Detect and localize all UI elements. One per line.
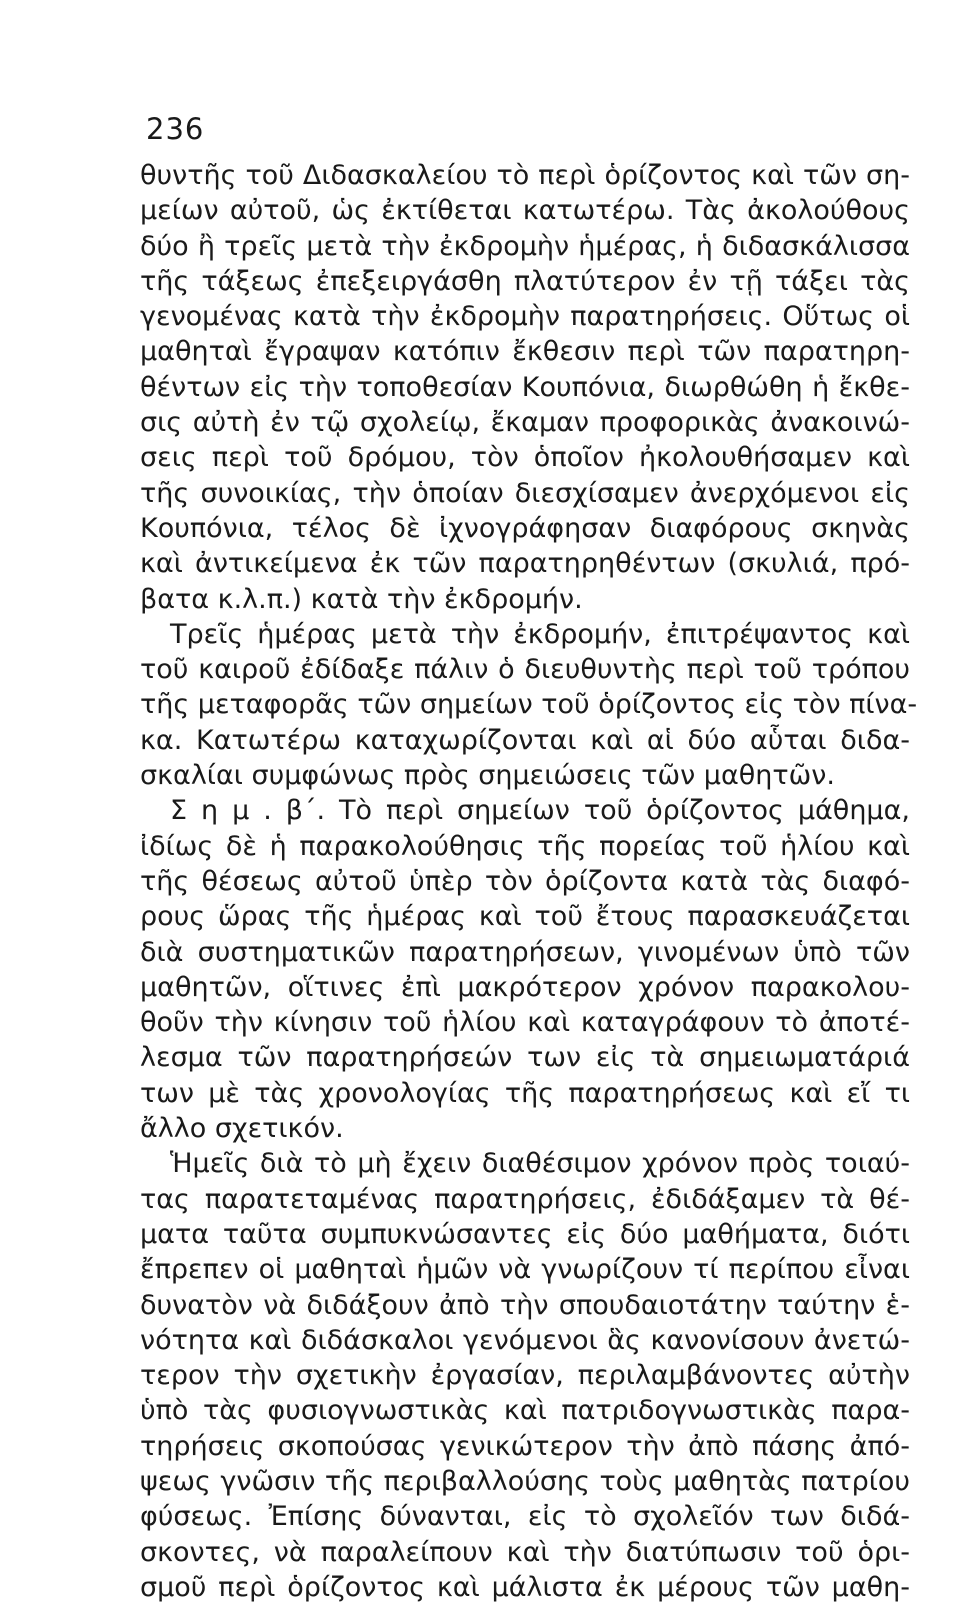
text-line: σεις περὶ τοῦ δρόμου, τὸν ὁποῖον ἠκολουθήσαμεν καὶ (140, 442, 910, 474)
text-line: μείων αὐτοῦ, ὡς ἐκτίθεται κατωτέρω. Τὰς ἀκολούθους (140, 195, 910, 227)
text-line: τας παρατεταμένας παρατηρήσεις, ἐδιδάξαμεν τὰ θέ- (140, 1183, 910, 1215)
text-line: θυντῆς τοῦ Διδασκαλείου τὸ περὶ ὁρίζοντος καὶ τῶν ση- (140, 160, 910, 191)
text-line: των μὲ τὰς χρονολογίας τῆς παρατηρήσεως καὶ εἴ τι (140, 1077, 910, 1109)
text-line: μαθηταὶ ἔγραψαν κατόπιν ἔκθεσιν περὶ τῶν παρατηρη- (140, 336, 910, 368)
text-line: ψεως γνῶσιν τῆς περιβαλλούσης τοὺς μαθητὰς πατρίου (140, 1465, 910, 1497)
text-line: δυνατὸν νὰ διδάξουν ἀπὸ τὴν σπουδαιοτάτην ταύτην ἑ- (140, 1289, 910, 1321)
page-number: 236 (146, 112, 205, 146)
text-line: ἔπρεπεν οἱ μαθηταὶ ἡμῶν νὰ γνωρίζουν τί περίπου εἶναι (140, 1254, 910, 1286)
text-line: θοῦν τὴν κίνησιν τοῦ ἡλίου καὶ καταγράφουν τὸ ἀποτέ- (140, 1007, 910, 1039)
text-line: Κουπόνια, τέλος δὲ ἰχνογράφησαν διαφόρους σκηνὰς (140, 512, 910, 544)
text-line: ὑπὸ τὰς φυσιογνωστικὰς καὶ πατριδογνωστικὰς παρα- (140, 1395, 910, 1427)
text-line: τῆς μεταφορᾶς τῶν σημείων τοῦ ὁρίζοντος εἰς τὸν πίνα- (140, 689, 918, 721)
text-line: Ἡμεῖς διὰ τὸ μὴ ἔχειν διαθέσιμον χρόνον πρὸς τοιαύ- (170, 1148, 910, 1180)
text-line: νότητα καὶ διδάσκαλοι γενόμενοι ἃς κανονίσουν ἀνετώ- (140, 1324, 910, 1356)
text-line: ἰδίως δὲ ἡ παρακολούθησις τῆς πορείας τοῦ ἡλίου καὶ (140, 830, 910, 862)
text-line: ματα ταῦτα συμπυκνώσαντες εἰς δύο μαθήματα, διότι (140, 1218, 910, 1250)
text-line: σμοῦ περὶ ὁρίζοντος καὶ μάλιστα ἐκ μέρους τῶν μαθη- (140, 1571, 910, 1603)
text-line: σις αὐτὴ ἐν τῷ σχολείῳ, ἔκαμαν προφορικὰς ἀνακοινώ- (140, 407, 910, 439)
text-line: φύσεως. Ἐπίσης δύνανται, εἰς τὸ σχολεῖόν των διδά- (140, 1501, 910, 1533)
text-line: ἄλλο σχετικόν. (140, 1113, 344, 1145)
text-line: τῆς θέσεως αὐτοῦ ὑπὲρ τὸν ὁρίζοντα κατὰ τὰς διαφό- (140, 865, 910, 897)
text-line: λεσμα τῶν παρατηρήσεών των εἰς τὰ σημειωματάριά (140, 1042, 910, 1074)
text-line: γενομένας κατὰ τὴν ἐκδρομὴν παρατηρήσεις. Οὕτως οἱ (140, 301, 910, 333)
text-line: τηρήσεις σκοπούσας γενικώτερον τὴν ἀπὸ πάσης ἀπό- (140, 1430, 910, 1462)
text-line: βατα κ.λ.π.) κατὰ τὴν ἐκδρομήν. (140, 583, 583, 615)
text-line: κα. Κατωτέρω καταχωρίζονται καὶ αἱ δύο αὗται διδα- (140, 724, 910, 756)
text-line: σκαλίαι συμφώνως πρὸς σημειώσεις τῶν μαθητῶν. (140, 760, 835, 792)
body-text (140, 158, 918, 1605)
text-line: τῆς τάξεως ἐπεξειργάσθη πλατύτερον ἐν τῇ τάξει τὰς (140, 265, 910, 297)
text-line: μαθητῶν, οἵτινες ἐπὶ μακρότερον χρόνον παρακολου- (140, 971, 910, 1003)
text-line: σκοντες, νὰ παραλείπουν καὶ τὴν διατύπωσιν τοῦ ὁρι- (140, 1536, 910, 1568)
text-line: τοῦ καιροῦ ἐδίδαξε πάλιν ὁ διευθυντὴς περὶ τοῦ τρόπου (140, 654, 910, 686)
text-line: θέντων εἰς τὴν τοποθεσίαν Κουπόνια, διωρθώθη ἡ ἔκθε- (140, 371, 910, 403)
text-line: δύο ἢ τρεῖς μετὰ τὴν ἐκδρομὴν ἡμέρας, ἡ διδασκάλισσα (140, 230, 910, 262)
text-line: ρους ὥρας τῆς ἡμέρας καὶ τοῦ ἔτους παρασκευάζεται (140, 901, 910, 933)
text-line: Σ η μ . β΄. Τὸ περὶ σημείων τοῦ ὁρίζοντος μάθημα, (170, 795, 910, 827)
text-line: τερον τὴν σχετικὴν ἐργασίαν, περιλαμβάνοντες αὐτὴν (140, 1360, 910, 1392)
text-line: καὶ ἀντικείμενα ἐκ τῶν παρατηρηθέντων (σκυλιά, πρό- (140, 548, 910, 580)
text-line: τῆς συνοικίας, τὴν ὁποίαν διεσχίσαμεν ἀνερχόμενοι εἰς (140, 477, 910, 509)
text-line: Τρεῖς ἡμέρας μετὰ τὴν ἐκδρομήν, ἐπιτρέψαντος καὶ (170, 618, 910, 650)
text-line: διὰ συστηματικῶν παρατηρήσεων, γινομένων ὑπὸ τῶν (140, 936, 910, 968)
